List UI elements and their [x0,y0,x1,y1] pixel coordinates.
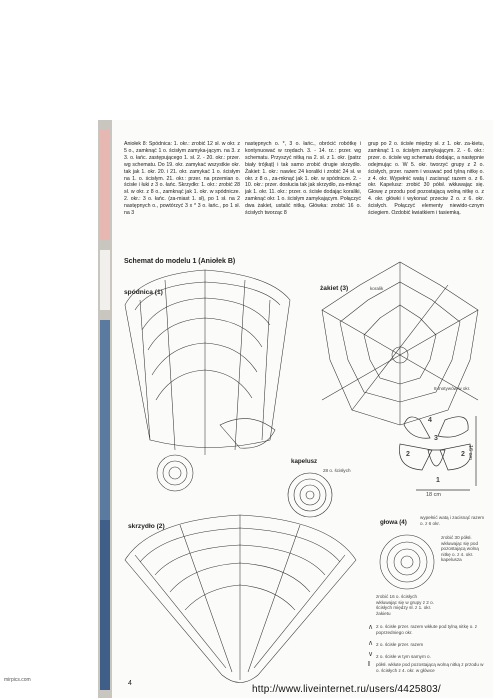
note-zrobic16: zrobić 16 o. ścisłych wkłuwając się w grupy z 2 o. ścisłych między sł. z 1. okr. żakietu [376,594,434,616]
legend-text-2: 2 o. ścisłe przer. razem [376,642,424,647]
wing-diagram [125,515,356,683]
piece-4: 4 [428,417,432,424]
page-number: 4 [128,680,132,687]
legend-symbol-4: I [368,661,370,668]
label-glowa: głowa (4) [380,519,407,526]
hat-diagram [288,473,332,517]
jacket-diagram [322,262,478,425]
head-diagram [380,535,434,589]
dim-horizontal: 18 cm [426,492,441,498]
legend-symbol-1: ∧ [368,624,374,631]
dim-vertical: 16 cm [467,445,473,460]
note-wypelnic: wypełnić watą i zacisnąć razem o. z 6 okr. [420,515,485,526]
label-motywy: 8 motywów w okr. [434,386,471,391]
label-spodnica: spódnica (1) [124,289,163,296]
schema-title: Schemat do modelu 1 (Aniołek B) [124,258,236,265]
legend-symbol-2: ∧ [368,640,374,647]
piece-2b: 2 [461,451,465,458]
legend-symbol-3: ∨ [368,651,374,658]
legend-text-3: 2 o. ścisłe w tym samym o. [376,654,431,659]
label-zakiet: żakiet (3) [320,285,349,292]
angel-assembly-diagram [399,416,476,490]
watermark-url: http://www.liveinternet.ru/users/4425803/ [252,684,441,695]
label-kapelusz: kapelusz [291,458,318,465]
site-mark: mirpics.com [4,677,31,683]
skirt-diagram [125,270,290,491]
instructions-column-3: grup po 2 o. ścisłe między sł. z 1. okr. za-kietu, zamknąć 1 o. ścisłym zamykającym. 2. - 6. okr.: przer. o. ścisłe wg schematu dodając, a następnie odejmując o. W 5. okr. tworzyć grupy z 2 o. ścisłych, przer. razem i wsuwać pod tylną nitkę o. z 4. okr. Wypełnić watą i zacisnąć razem o. z 6. okr. Kapelusz: zrobić 30 półsł. wkłuwając się. Głowę z przodu pod pozostającą wolną nitkę o. z 4. okr. główki i wykonać przeciw 2 o. z 6. okr. ścisłych. Połączyć elementy niewido-cznym ściegiem. Ozdobić kwiatkiem i tasiemką. [368,141,484,217]
legend-text-1: 2 o. ścisłe przer. razem wkłute pod tylną nitkę o. z poprzedniego okr. [376,624,478,635]
piece-2a: 2 [406,451,410,458]
label-skrzydlo: skrzydło (2) [128,523,165,530]
instructions-column-2: następnych o. *, 3 o. łańc., obrócić robótkę i kontynuować w rzędach. 3. - 14. rz.: przer. wg schematu. Przyszyć nitką na 2. sł. z 1. okr. (patrz biały trójkąt) i tak samo zrobić drugie skrzydło. Żakiet: 1. okr.: nawlec 24 koraliki i zrobić 24 sł. w okr. z 8 o., za-mknąć jak 1. okr. w spódnicze. 2. - 10. okr.: przer. dosłucia tak jak skrzydło, za-mknąć jak 1. okr. 11. okr.: przer. o. ścisłe dodając koraliki, zamknąć okr. 1 o. ścisłym zamykającym. Połączyć dwa żakiet, ustalić nitką. Główka: zrobić 16 o. ścisłych tworząc 8 [245,141,361,217]
label-koralik: koralik [370,286,384,291]
legend-text-4: półsł. wkłute pod pozostającą wolną nitką z przodu w o. ścisłych z 4. okr. w główce [376,662,484,673]
instructions-column-1: Aniołek 8: Spódnica: 1. okr.: zrobić 12 sł. w okr. z 5 o., zamknąć 1 o. ścisłym zamyka-jącym. na 3. z 3. o. łańc. zastępującego 1. sł. 2. - 20. okr.: przer. wg schematu. Do 19. okr. zamykać wszystkie okr. tak jak 1. okr. 20. i 21. okr. zamykać 1 o. ścisłym na 1. o. ścisłym. 21. okr.: przer. na przemian o. ścisłe i łuki z 3 o. łańc. Skrzydło: 1. okr.: zrobić 28 sł. w okr. z 8 o., zamknąć jak 1. okr. w spódnicze. 2. okr.: 3 o. łańc. (za-miast 1. sł), po 1 sł. na 2 następnych o., powtórzyć 3 x * 3 o. łańc., po 1 sł. na 3 [124,141,240,217]
piece-3: 3 [434,435,438,442]
label-kapelusz-sub: 28 o. ścisłych [323,468,351,473]
note-zrobic30: zrobić 30 półsł. wkłuwając się pod pozostającą wolną nitkę o. z 4. okr. kapelusza [441,535,479,562]
piece-1: 1 [436,477,440,484]
